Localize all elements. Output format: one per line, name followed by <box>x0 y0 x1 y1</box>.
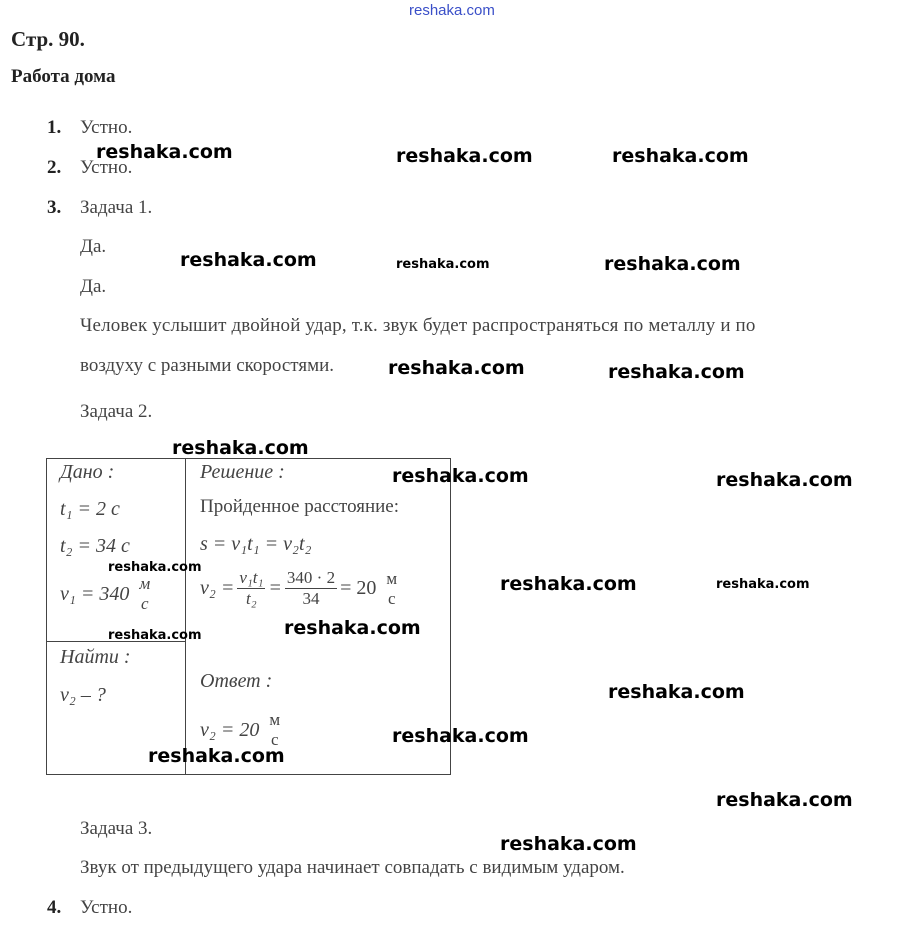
find-v2: v₂ – ? <box>60 684 106 706</box>
eq2-f1-numerator: v₁t₁ <box>239 568 264 587</box>
unit-denominator: с <box>387 588 396 608</box>
watermark: reshaka.com <box>396 257 490 272</box>
item-1-text: Устно. <box>80 117 133 138</box>
section-title: Работа дома <box>11 66 116 87</box>
task1-explanation-line1: Человек услышит двойной удар, т.к. звук будет распространяться по металлу и по <box>80 315 756 336</box>
answer-v2 <box>200 710 285 750</box>
eq2-lhs: v₂ = <box>200 577 235 599</box>
solution-header: Решение : <box>200 461 285 483</box>
eq2-result: = 20 <box>340 577 377 599</box>
task1-answer-2: Да. <box>80 276 107 297</box>
unit-numerator: м <box>386 568 398 588</box>
eq2-fraction-numeric <box>285 568 337 609</box>
table-divider-vertical <box>185 458 186 774</box>
item-3-text: Задача 1. <box>80 197 153 218</box>
watermark: reshaka.com <box>180 249 317 271</box>
given-header: Дано : <box>60 461 115 483</box>
watermark: reshaka.com <box>148 745 285 767</box>
watermark: reshaka.com <box>500 833 637 855</box>
watermark: reshaka.com <box>716 789 853 811</box>
item-3-number: 3. <box>47 197 62 218</box>
unit-numerator: м <box>269 710 281 729</box>
task3-text: Звук от предыдущего удара начинает совпадать с видимым ударом. <box>80 857 625 878</box>
solution-eq1: s = v₁t₁ = v₂t₂ <box>200 533 312 555</box>
top-watermark: reshaka.com <box>409 2 495 19</box>
solution-line1: Пройденное расстояние: <box>200 496 400 517</box>
eq2-f1-denominator: t₂ <box>246 589 257 608</box>
item-1-number: 1. <box>47 117 62 138</box>
solution-eq2 <box>200 568 402 609</box>
task1-answer-1: Да. <box>80 236 107 257</box>
watermark: reshaka.com <box>108 628 202 643</box>
watermark: reshaka.com <box>604 253 741 275</box>
watermark: reshaka.com <box>392 465 529 487</box>
given-v1-value: v₁ = 340 <box>60 582 130 605</box>
eq2-f2-numerator: 340 · 2 <box>286 568 336 587</box>
watermark: reshaka.com <box>284 617 421 639</box>
eq2-fraction-symbolic <box>237 568 265 609</box>
watermark: reshaka.com <box>96 141 233 163</box>
given-t1: t₁ = 2 с <box>60 498 120 520</box>
answer-value: v₂ = 20 <box>200 718 260 741</box>
watermark: reshaka.com <box>608 681 745 703</box>
unit-numerator: м <box>139 574 151 593</box>
answer-unit <box>267 710 282 750</box>
unit-denominator: с <box>270 730 279 749</box>
task1-explanation-line2: воздуху с разными скоростями. <box>80 355 335 376</box>
answer-header: Ответ : <box>200 670 273 692</box>
watermark: reshaka.com <box>500 573 637 595</box>
task3-title: Задача 3. <box>80 818 153 839</box>
task2-title: Задача 2. <box>80 401 153 422</box>
find-header: Найти : <box>60 646 131 668</box>
watermark: reshaka.com <box>396 145 533 167</box>
item-4-number: 4. <box>47 897 62 918</box>
watermark: reshaka.com <box>392 725 529 747</box>
watermark: reshaka.com <box>716 577 810 592</box>
eq2-unit <box>384 569 399 609</box>
given-v1-unit <box>137 574 152 614</box>
watermark: reshaka.com <box>608 361 745 383</box>
given-v1 <box>60 574 155 614</box>
unit-denominator: с <box>140 594 149 613</box>
given-t2: t₂ = 34 с <box>60 535 130 557</box>
eq2-equals: = <box>268 577 282 599</box>
watermark: reshaka.com <box>716 469 853 491</box>
item-2-text: Устно. <box>80 157 133 178</box>
watermark: reshaka.com <box>388 357 525 379</box>
watermark: reshaka.com <box>612 145 749 167</box>
watermark: reshaka.com <box>108 560 202 575</box>
watermark: reshaka.com <box>172 437 309 459</box>
eq2-f2-denominator: 34 <box>302 589 320 608</box>
item-2-number: 2. <box>47 157 62 178</box>
page-label: Стр. 90. <box>11 27 85 51</box>
item-4-text: Устно. <box>80 897 133 918</box>
